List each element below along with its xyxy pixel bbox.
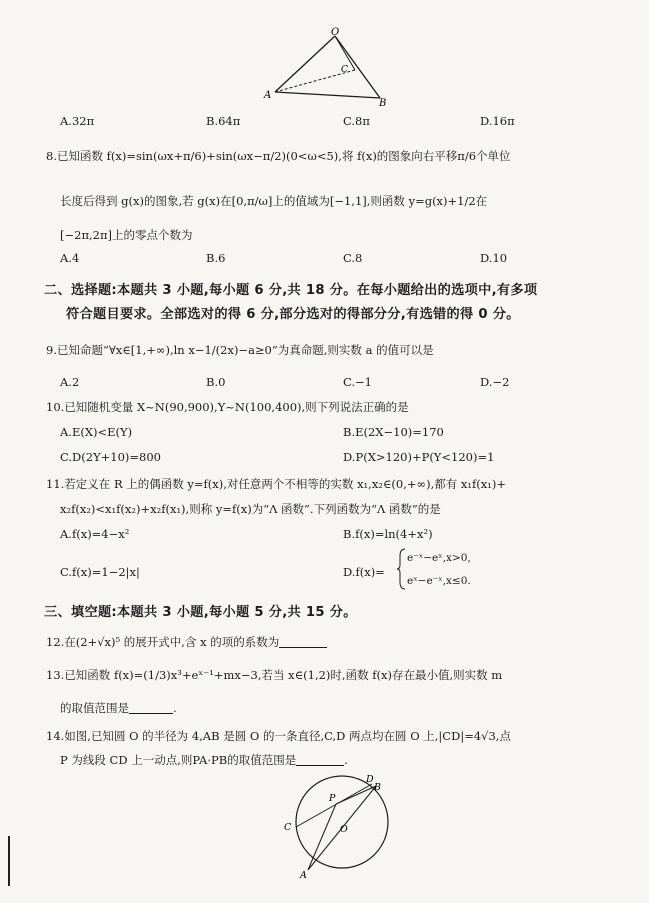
section2-line1: 二、选择题:本题共 3 小题,每小题 6 分,共 18 分。在每小题给出的选项中,有多项 <box>44 283 538 298</box>
section3-header: 三、填空题:本题共 3 小题,每小题 5 分,共 15 分。 <box>44 605 357 620</box>
q11-line2: x₂f(x₂)<x₁f(x₂)+x₂f(x₁),则称 y=f(x)为“Λ 函数”.下列函数为“Λ 函数”的是 <box>60 502 441 516</box>
q7-option-d: D.16π <box>480 114 515 128</box>
q11-option-a: A.f(x)=4−x² <box>60 527 130 541</box>
q11-option-d: D.f(x)= <box>343 565 385 579</box>
q9-option-b: B.0 <box>206 375 226 389</box>
circle-figure <box>276 770 396 880</box>
label-c: C <box>341 65 348 75</box>
label-a: A <box>264 90 272 101</box>
q7-option-b: B.64π <box>206 114 241 128</box>
q9-option-d: D.−2 <box>480 375 510 389</box>
q7-option-c: C.8π <box>343 114 370 128</box>
label-circle-o: O <box>340 824 348 835</box>
q8-option-c: C.8 <box>343 251 363 265</box>
section2-line2: 符合题目要求。全部选对的得 6 分,部分选对的得部分分,有选错的得 0 分。 <box>66 307 520 322</box>
q10-option-b: B.E(2X−10)=170 <box>343 425 444 439</box>
q9-option-c: C.−1 <box>343 375 372 389</box>
q10-option-a: A.E(X)<E(Y) <box>60 425 133 439</box>
q11-line1: 11.若定义在 R 上的偶函数 y=f(x),对任意两个不相等的实数 x₁,x₂∈(0,+∞),都有 x₁f(x₁)+ <box>46 477 506 491</box>
segment-pa <box>308 804 336 870</box>
label-circle-a: A <box>300 870 307 880</box>
q12-text: 12.在(2+√x)⁵ 的展开式中,含 x 的项的系数为 <box>46 635 280 649</box>
q10-option-d: D.P(X>120)+P(Y<120)=1 <box>343 450 495 464</box>
segment-pb <box>336 786 376 804</box>
q10-option-c: C.D(2Y+10)=800 <box>60 450 162 464</box>
label-circle-p: P <box>329 793 336 804</box>
q10-text: 10.已知随机变量 X~N(90,900),Y~N(100,400),则下列说法正确的是 <box>46 400 409 414</box>
q8-line1: 8.已知函数 f(x)=sin(ωx+π/6)+sin(ωx−π/2)(0<ω<5),将 f(x)的图象向右平移π/6个单位 <box>46 149 511 163</box>
triangle-side-ab <box>275 92 380 98</box>
triangle-figure <box>255 26 400 110</box>
q13-line1: 13.已知函数 f(x)=(1/3)x³+eˣ⁻¹+mx−3,若当 x∈(1,2)时,函数 f(x)存在最小值,则实数 m <box>46 668 503 682</box>
label-circle-b: B <box>374 782 381 793</box>
q9-text: 9.已知命题“∀x∈[1,+∞),ln x−1/(2x)−a≥0”为真命题,则实数 a 的值可以是 <box>46 343 434 357</box>
q14-line2: P 为线段 CD 上一动点,则PA·PB的取值范围是 <box>60 753 297 767</box>
q8-option-d: D.10 <box>480 251 508 265</box>
q11-piece2: eˣ−e⁻ˣ,x≤0. <box>407 575 471 587</box>
q11-piece1: e⁻ˣ−eˣ,x>0, <box>407 552 471 564</box>
q11-option-b: B.f(x)=ln(4+x²) <box>343 527 433 541</box>
q11-option-c: C.f(x)=1−2|x| <box>60 565 140 579</box>
q14-answer-blank[interactable] <box>296 753 344 766</box>
scan-edge-mark <box>8 836 10 886</box>
label-o: O <box>331 27 340 38</box>
q12-answer-blank[interactable] <box>279 635 327 648</box>
q13-answer-blank[interactable] <box>129 701 173 714</box>
q9-option-a: A.2 <box>60 375 80 389</box>
q8-line2: 长度后得到 g(x)的图象,若 g(x)在[0,π/ω]上的值域为[−1,1],则函数 y=g(x)+1/2在 <box>60 194 488 208</box>
piecewise-brace <box>397 548 407 590</box>
q8-option-b: B.6 <box>206 251 226 265</box>
q8-line3: [−2π,2π]上的零点个数为 <box>60 228 193 242</box>
q13-line2-wrap: 的取值范围是 . <box>60 701 177 715</box>
q14-line2-wrap: P 为线段 CD 上一动点,则PA·PB的取值范围是 . <box>60 753 348 767</box>
q7-option-a: A.32π <box>60 114 95 128</box>
q8-option-a: A.4 <box>60 251 80 265</box>
q14-line1: 14.如图,已知圆 O 的半径为 4,AB 是圆 O 的一条直径,C,D 两点均在圆 O 上,|CD|=4√3,点 <box>46 729 511 743</box>
q13-line2: 的取值范围是 <box>60 701 129 715</box>
q12-line <box>46 634 327 650</box>
label-circle-c: C <box>284 822 292 833</box>
label-circle-d: D <box>366 774 374 785</box>
label-b: B <box>379 98 387 109</box>
